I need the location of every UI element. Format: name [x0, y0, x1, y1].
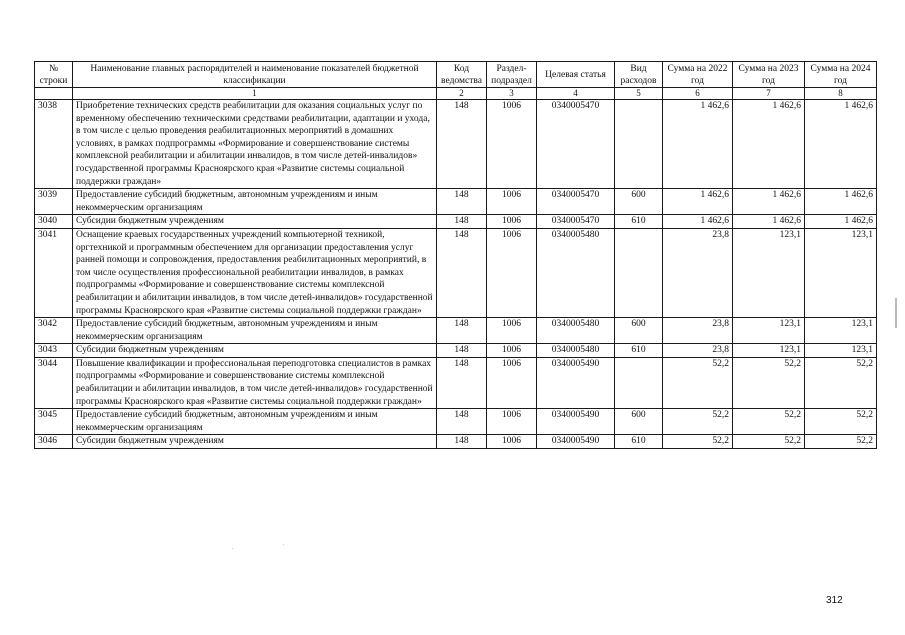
- row-expense-kind: [615, 357, 663, 408]
- row-name: Предоставление субсидий бюджетным, автономным учреждениям и иным некоммерческим организациям: [73, 189, 437, 215]
- row-sum-2024: 52,2: [805, 435, 877, 449]
- row-name: Субсидии бюджетным учреждениям: [73, 215, 437, 229]
- header-section: Раздел-подраздел: [487, 62, 537, 88]
- row-section: 1006: [487, 357, 537, 408]
- row-section: 1006: [487, 228, 537, 317]
- row-number: 3041: [35, 228, 73, 317]
- page-number: 312: [826, 595, 843, 606]
- table-body: [35, 100, 877, 449]
- header-target-item: Целевая статья: [537, 62, 615, 88]
- row-name: Оснащение краевых государственных учреждений компьютерной техникой, оргтехникой и программным обеспечением для организации предоставления услуг ранней помощи и сопровождения, предоставления реабилитационных мероприятий, в том числе осуществления профессиональной реабилитации инвалидов, в рамках подпрограммы «Формирование и совершенствование системы комплексной реабилитации и абилитации инвалидов, в том числе детей-инвалидов» государственной программы Красноярского края «Развитие системы социальной поддержки граждан»: [73, 228, 437, 317]
- row-target-item: 0340005480: [537, 318, 615, 344]
- row-sum-2022: 1 462,6: [663, 100, 733, 189]
- row-expense-kind: 600: [615, 189, 663, 215]
- row-sum-2022: 23,8: [663, 344, 733, 358]
- row-sum-2022: 52,2: [663, 357, 733, 408]
- column-number: 4: [537, 88, 615, 100]
- row-dept-code: 148: [437, 228, 487, 317]
- row-sum-2024: 1 462,6: [805, 189, 877, 215]
- row-section: 1006: [487, 435, 537, 449]
- column-number: [35, 88, 73, 100]
- row-name: Приобретение технических средств реабилитации для оказания социальных услуг по временному обеспечению техническими средствами реабилитации, адаптации и ухода, в том числе с целью проведения реабилитационных мероприятий в домашних условиях, в рамках подпрограммы «Формирование и совершенствование системы комплексной реабилитации и абилитации инвалидов, в том числе детей-инвалидов» государственной программы Красноярского края «Развитие системы социальной поддержки граждан»: [73, 100, 437, 189]
- column-number: 3: [487, 88, 537, 100]
- row-sum-2023: 52,2: [733, 357, 805, 408]
- header-sum-2024: Сумма на 2024 год: [805, 62, 877, 88]
- row-expense-kind: 610: [615, 435, 663, 449]
- row-sum-2023: 1 462,6: [733, 189, 805, 215]
- row-target-item: 0340005490: [537, 409, 615, 435]
- row-section: 1006: [487, 409, 537, 435]
- table-row: [35, 100, 877, 189]
- row-section: 1006: [487, 189, 537, 215]
- column-number: 1: [73, 88, 437, 100]
- row-number: 3045: [35, 409, 73, 435]
- row-dept-code: 148: [437, 435, 487, 449]
- row-target-item: 0340005480: [537, 344, 615, 358]
- header-row-number: № строки: [35, 62, 73, 88]
- row-section: 1006: [487, 215, 537, 229]
- row-sum-2022: 23,8: [663, 228, 733, 317]
- row-sum-2024: 1 462,6: [805, 215, 877, 229]
- scan-speck: [232, 548, 233, 549]
- row-number: 3040: [35, 215, 73, 229]
- row-expense-kind: [615, 228, 663, 317]
- row-sum-2022: 1 462,6: [663, 215, 733, 229]
- budget-table: [34, 61, 877, 449]
- header-sum-2022: Сумма на 2022 год: [663, 62, 733, 88]
- table-row: [35, 189, 877, 215]
- row-name: Субсидии бюджетным учреждениям: [73, 344, 437, 358]
- table-row: [35, 344, 877, 358]
- row-sum-2024: 123,1: [805, 344, 877, 358]
- header-expense-kind: Вид расходов: [615, 62, 663, 88]
- table-row: [35, 228, 877, 317]
- row-number: 3038: [35, 100, 73, 189]
- row-dept-code: 148: [437, 215, 487, 229]
- row-sum-2022: 52,2: [663, 435, 733, 449]
- table-row: [35, 435, 877, 449]
- row-sum-2023: 1 462,6: [733, 100, 805, 189]
- row-name: Предоставление субсидий бюджетным, автономным учреждениям и иным некоммерческим организациям: [73, 318, 437, 344]
- row-sum-2024: 52,2: [805, 357, 877, 408]
- row-target-item: 0340005470: [537, 100, 615, 189]
- row-expense-kind: 610: [615, 215, 663, 229]
- row-dept-code: 148: [437, 357, 487, 408]
- row-sum-2022: 1 462,6: [663, 189, 733, 215]
- row-sum-2023: 123,1: [733, 228, 805, 317]
- row-target-item: 0340005480: [537, 228, 615, 317]
- row-sum-2024: 52,2: [805, 409, 877, 435]
- row-expense-kind: [615, 100, 663, 189]
- table-row: [35, 357, 877, 408]
- row-dept-code: 148: [437, 100, 487, 189]
- row-sum-2024: 123,1: [805, 228, 877, 317]
- column-number-row: [35, 88, 877, 100]
- row-sum-2022: 52,2: [663, 409, 733, 435]
- row-sum-2023: 123,1: [733, 344, 805, 358]
- row-sum-2023: 52,2: [733, 409, 805, 435]
- column-number: 7: [733, 88, 805, 100]
- row-dept-code: 148: [437, 318, 487, 344]
- row-number: 3043: [35, 344, 73, 358]
- row-name: Повышение квалификации и профессиональная переподготовка специалистов в рамках подпрограммы «Формирование и совершенствование системы комплексной реабилитации и абилитации инвалидов, в том числе детей-инвалидов» государственной программы Красноярского края «Развитие системы социальной поддержки граждан»: [73, 357, 437, 408]
- row-name: Субсидии бюджетным учреждениям: [73, 435, 437, 449]
- row-number: 3044: [35, 357, 73, 408]
- header-row: [35, 62, 877, 88]
- row-number: 3042: [35, 318, 73, 344]
- row-target-item: 0340005470: [537, 189, 615, 215]
- column-number: 6: [663, 88, 733, 100]
- row-expense-kind: 600: [615, 409, 663, 435]
- row-expense-kind: 600: [615, 318, 663, 344]
- row-section: 1006: [487, 318, 537, 344]
- row-sum-2024: 1 462,6: [805, 100, 877, 189]
- row-target-item: 0340005470: [537, 215, 615, 229]
- column-number: 2: [437, 88, 487, 100]
- scan-edge-mark: [895, 298, 897, 328]
- row-dept-code: 148: [437, 344, 487, 358]
- table-row: [35, 215, 877, 229]
- row-dept-code: 148: [437, 189, 487, 215]
- column-number: 8: [805, 88, 877, 100]
- row-name: Предоставление субсидий бюджетным, автономным учреждениям и иным некоммерческим организациям: [73, 409, 437, 435]
- header-name: Наименование главных распорядителей и наименование показателей бюджетной классификации: [73, 62, 437, 88]
- table-row: [35, 409, 877, 435]
- header-sum-2023: Сумма на 2023 год: [733, 62, 805, 88]
- row-target-item: 0340005490: [537, 435, 615, 449]
- row-dept-code: 148: [437, 409, 487, 435]
- row-number: 3039: [35, 189, 73, 215]
- row-sum-2023: 52,2: [733, 435, 805, 449]
- table-row: [35, 318, 877, 344]
- row-section: 1006: [487, 344, 537, 358]
- column-number: 5: [615, 88, 663, 100]
- row-section: 1006: [487, 100, 537, 189]
- row-sum-2024: 123,1: [805, 318, 877, 344]
- row-number: 3046: [35, 435, 73, 449]
- row-sum-2023: 1 462,6: [733, 215, 805, 229]
- row-sum-2023: 123,1: [733, 318, 805, 344]
- scan-speck: [283, 544, 284, 545]
- row-expense-kind: 610: [615, 344, 663, 358]
- header-dept-code: Код ведомства: [437, 62, 487, 88]
- row-target-item: 0340005490: [537, 357, 615, 408]
- row-sum-2022: 23,8: [663, 318, 733, 344]
